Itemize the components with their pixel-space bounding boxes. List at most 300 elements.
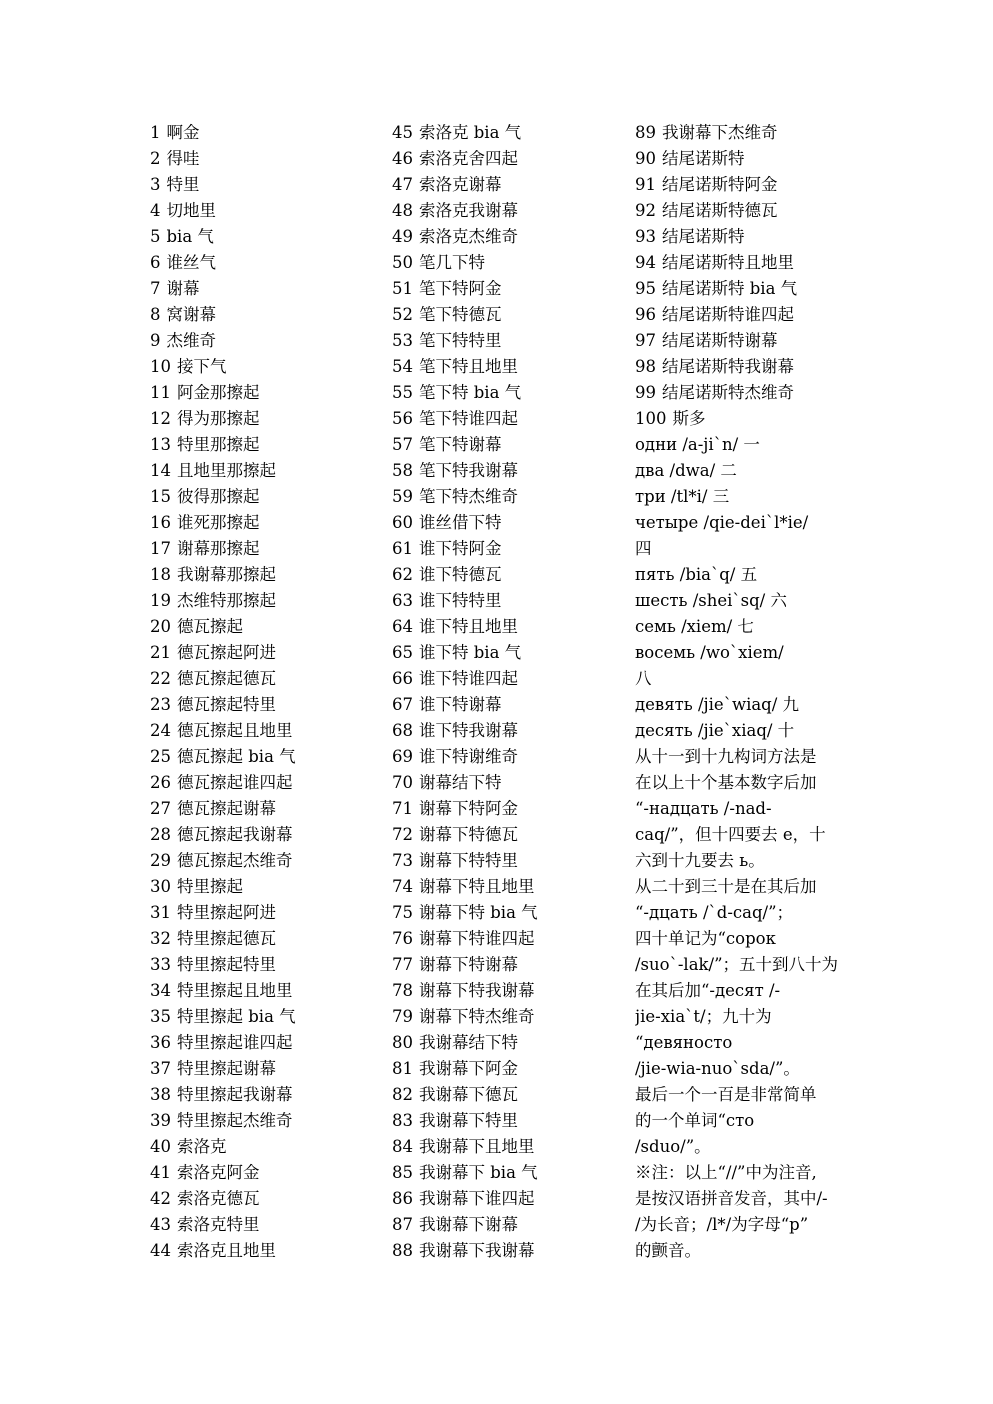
item-text: 笔几下特 (419, 253, 485, 272)
list-item (392, 952, 617, 978)
item-text: 结尾诺斯特杰维奇 (662, 383, 794, 402)
list-item (392, 458, 617, 484)
list-item (150, 874, 375, 900)
list-item (392, 1108, 617, 1134)
list-item (392, 328, 617, 354)
item-number: 23 (150, 695, 171, 714)
item-text: 笔下特谢幕 (419, 435, 502, 454)
list-item (150, 224, 375, 250)
item-number: 12 (150, 409, 171, 428)
item-number: 64 (392, 617, 413, 636)
item-text: 索洛克 bia 气 (419, 123, 522, 142)
item-text: 谢幕那擦起 (177, 539, 260, 558)
note-line: 的一个单词“сто (635, 1111, 755, 1130)
item-text: 笔下特德瓦 (419, 305, 502, 324)
item-number: 85 (392, 1163, 413, 1182)
item-number: 19 (150, 591, 171, 610)
number-list-column-1 (150, 120, 375, 1264)
item-text: 特里擦起德瓦 (177, 929, 276, 948)
item-number: 63 (392, 591, 413, 610)
list-item (635, 276, 850, 302)
note-line: восемь /wo`xiem/ (635, 643, 784, 662)
item-number: 30 (150, 877, 171, 896)
list-item (392, 770, 617, 796)
item-number: 96 (635, 305, 656, 324)
item-number: 7 (150, 279, 161, 298)
list-item (150, 328, 375, 354)
item-number: 95 (635, 279, 656, 298)
list-item (150, 536, 375, 562)
item-text: 德瓦擦起 (177, 617, 243, 636)
item-text: 谁下特德瓦 (419, 565, 502, 584)
list-item (150, 458, 375, 484)
item-text: 我谢幕下德瓦 (419, 1085, 518, 1104)
item-number: 41 (150, 1163, 171, 1182)
list-item (150, 1160, 375, 1186)
list-item (392, 198, 617, 224)
list-item (150, 926, 375, 952)
note-line: 在以上十个基本数字后加 (635, 773, 817, 792)
item-number: 67 (392, 695, 413, 714)
item-number: 21 (150, 643, 171, 662)
list-item (392, 718, 617, 744)
list-item (150, 692, 375, 718)
item-text: 笔下特特里 (419, 331, 502, 350)
item-number: 94 (635, 253, 656, 272)
item-number: 18 (150, 565, 171, 584)
list-item (392, 900, 617, 926)
list-item (392, 484, 617, 510)
item-text: 谁下特阿金 (419, 539, 502, 558)
list-item (150, 614, 375, 640)
item-text: 特里擦起且地里 (177, 981, 293, 1000)
list-item (392, 588, 617, 614)
note-line: 从二十到三十是在其后加 (635, 877, 817, 896)
item-text: 我谢幕下特里 (419, 1111, 518, 1130)
list-item (392, 822, 617, 848)
note-line: ※注：以上“//”中为注音, (635, 1163, 817, 1182)
list-item (392, 1160, 617, 1186)
list-item (635, 354, 850, 380)
item-number: 33 (150, 955, 171, 974)
item-number: 79 (392, 1007, 413, 1026)
list-item (150, 432, 375, 458)
item-number: 3 (150, 175, 161, 194)
item-text: 谁下特且地里 (419, 617, 518, 636)
item-number: 97 (635, 331, 656, 350)
item-text: 谢幕 (166, 279, 200, 298)
item-number: 60 (392, 513, 413, 532)
item-number: 76 (392, 929, 413, 948)
item-text: 谁死那擦起 (177, 513, 260, 532)
list-item (150, 380, 375, 406)
list-item (392, 1082, 617, 1108)
list-item (392, 562, 617, 588)
item-text: 谢幕结下特 (419, 773, 502, 792)
item-text: 特里那擦起 (177, 435, 260, 454)
number-list-column-2 (392, 120, 617, 1264)
item-number: 98 (635, 357, 656, 376)
item-text: 索洛克我谢幕 (419, 201, 518, 220)
item-text: 索洛克阿金 (177, 1163, 260, 1182)
item-text: 结尾诺斯特阿金 (662, 175, 778, 194)
item-text: 谢幕下特我谢幕 (419, 981, 535, 1000)
list-item (150, 1082, 375, 1108)
list-item (392, 380, 617, 406)
list-item (150, 302, 375, 328)
item-text: 我谢幕下杰维奇 (662, 123, 778, 142)
number-list-column-3 (635, 120, 850, 1264)
item-number: 89 (635, 123, 656, 142)
note-line: /为长音；/l*/为字母“p” (635, 1215, 809, 1234)
list-item (635, 302, 850, 328)
item-number: 93 (635, 227, 656, 246)
list-item (392, 536, 617, 562)
list-item (635, 406, 850, 432)
note-line: “девяносто (635, 1033, 733, 1052)
item-text: 谁下特谢幕 (419, 695, 502, 714)
item-number: 14 (150, 461, 171, 480)
note-line: 四 (635, 539, 652, 558)
list-item (150, 198, 375, 224)
item-number: 29 (150, 851, 171, 870)
list-item (392, 146, 617, 172)
item-number: 27 (150, 799, 171, 818)
list-item (150, 952, 375, 978)
list-item (392, 926, 617, 952)
item-number: 13 (150, 435, 171, 454)
list-item (392, 614, 617, 640)
note-line: 最后一个一百是非常简单 (635, 1085, 817, 1104)
note-line: пять /bia`q/ 五 (635, 565, 758, 584)
list-item (392, 1004, 617, 1030)
item-text: 特里擦起谢幕 (177, 1059, 276, 1078)
item-number: 26 (150, 773, 171, 792)
item-number: 31 (150, 903, 171, 922)
item-text: 谢幕下特阿金 (419, 799, 518, 818)
item-number: 52 (392, 305, 413, 324)
item-text: 谁下特 bia 气 (419, 643, 522, 662)
item-number: 25 (150, 747, 171, 766)
item-number: 47 (392, 175, 413, 194)
item-text: 特里擦起 (177, 877, 243, 896)
item-text: 索洛克杰维奇 (419, 227, 518, 246)
list-item (150, 1238, 375, 1264)
item-text: 啊金 (166, 123, 200, 142)
item-number: 57 (392, 435, 413, 454)
note-line: шесть /shei`sq/ 六 (635, 591, 787, 610)
item-number: 37 (150, 1059, 171, 1078)
note-line: jie-xia`t/；九十为 (635, 1007, 772, 1026)
list-item (392, 432, 617, 458)
item-text: 德瓦擦起德瓦 (177, 669, 276, 688)
item-text: 结尾诺斯特 (662, 149, 745, 168)
item-number: 15 (150, 487, 171, 506)
note-line: “-дцать /`d-caq/”； (635, 903, 794, 922)
item-number: 51 (392, 279, 413, 298)
list-item (150, 770, 375, 796)
item-text: 结尾诺斯特 (662, 227, 745, 246)
list-item (150, 1134, 375, 1160)
list-item (392, 1186, 617, 1212)
item-text: 笔下特我谢幕 (419, 461, 518, 480)
item-text: 特里擦起阿进 (177, 903, 276, 922)
item-number: 17 (150, 539, 171, 558)
item-text: 接下气 (177, 357, 227, 376)
item-text: 且地里那擦起 (177, 461, 276, 480)
list-item (392, 796, 617, 822)
list-item (150, 1030, 375, 1056)
item-text: 得为那擦起 (177, 409, 260, 428)
item-text: 结尾诺斯特德瓦 (662, 201, 778, 220)
item-text: 索洛克且地里 (177, 1241, 276, 1260)
note-line: /sduo/”。 (635, 1137, 711, 1156)
item-text: 斯多 (672, 409, 706, 428)
list-item (150, 900, 375, 926)
note-line: девять /jie`wiaq/ 九 (635, 695, 800, 714)
item-number: 87 (392, 1215, 413, 1234)
list-item (392, 692, 617, 718)
item-text: 特里 (166, 175, 200, 194)
item-text: 结尾诺斯特我谢幕 (662, 357, 794, 376)
item-text: 笔下特谁四起 (419, 409, 518, 428)
item-number: 34 (150, 981, 171, 1000)
item-number: 39 (150, 1111, 171, 1130)
list-item (150, 1108, 375, 1134)
item-number: 50 (392, 253, 413, 272)
list-item (392, 276, 617, 302)
list-item (150, 484, 375, 510)
item-number: 6 (150, 253, 161, 272)
item-number: 45 (392, 123, 413, 142)
list-item (150, 510, 375, 536)
list-item (150, 744, 375, 770)
item-text: 谢幕下特谢幕 (419, 955, 518, 974)
note-line: десять /jie`xiaq/ 十 (635, 721, 795, 740)
item-text: 谁下特特里 (419, 591, 502, 610)
item-text: 我谢幕那擦起 (177, 565, 276, 584)
item-text: 特里擦起特里 (177, 955, 276, 974)
note-line: семь /xiem/ 七 (635, 617, 754, 636)
list-item (392, 302, 617, 328)
item-text: 杰维特那擦起 (177, 591, 276, 610)
item-text: 彼得那擦起 (177, 487, 260, 506)
item-number: 73 (392, 851, 413, 870)
item-text: 我谢幕下谁四起 (419, 1189, 535, 1208)
item-number: 46 (392, 149, 413, 168)
note-line: 是按汉语拼音发音，其中/- (635, 1189, 828, 1208)
item-text: 笔下特杰维奇 (419, 487, 518, 506)
item-number: 32 (150, 929, 171, 948)
item-text: 结尾诺斯特且地里 (662, 253, 794, 272)
item-number: 92 (635, 201, 656, 220)
note-line: caq/”，但十四要去 е，十 (635, 825, 826, 844)
item-number: 83 (392, 1111, 413, 1130)
item-text: 谢幕下特杰维奇 (419, 1007, 535, 1026)
item-text: 我谢幕下我谢幕 (419, 1241, 535, 1260)
item-text: 我谢幕下且地里 (419, 1137, 535, 1156)
item-number: 49 (392, 227, 413, 246)
item-text: 谁丝借下特 (419, 513, 502, 532)
note-line: 六到十九要去 ь。 (635, 851, 765, 870)
item-number: 62 (392, 565, 413, 584)
item-number: 69 (392, 747, 413, 766)
note-line: четыре /qie-dei`l*ie/ (635, 513, 809, 532)
item-text: 阿金那擦起 (177, 383, 260, 402)
item-number: 40 (150, 1137, 171, 1156)
list-item (392, 666, 617, 692)
item-number: 68 (392, 721, 413, 740)
item-number: 99 (635, 383, 656, 402)
item-text: 我谢幕下 bia 气 (419, 1163, 538, 1182)
item-text: 索洛克德瓦 (177, 1189, 260, 1208)
item-text: 谢幕下特且地里 (419, 877, 535, 896)
list-item (150, 666, 375, 692)
note-line: 的颤音。 (635, 1241, 701, 1260)
list-item (635, 328, 850, 354)
item-number: 80 (392, 1033, 413, 1052)
list-item (392, 1134, 617, 1160)
list-item (150, 718, 375, 744)
item-text: 德瓦擦起我谢幕 (177, 825, 293, 844)
item-text: 切地里 (166, 201, 216, 220)
item-text: 索洛克 (177, 1137, 227, 1156)
item-number: 42 (150, 1189, 171, 1208)
list-item (635, 146, 850, 172)
list-item (392, 978, 617, 1004)
item-number: 20 (150, 617, 171, 636)
list-item (392, 406, 617, 432)
note-line: “-надцать /-nad- (635, 799, 772, 818)
list-item (392, 874, 617, 900)
list-item (392, 640, 617, 666)
item-text: 索洛克特里 (177, 1215, 260, 1234)
note-line: три /tl*i/ 三 (635, 487, 730, 506)
item-text: 德瓦擦起特里 (177, 695, 276, 714)
list-item (392, 848, 617, 874)
item-number: 56 (392, 409, 413, 428)
list-item (635, 224, 850, 250)
item-text: 结尾诺斯特 bia 气 (662, 279, 798, 298)
item-text: 谢幕下特 bia 气 (419, 903, 538, 922)
item-number: 38 (150, 1085, 171, 1104)
item-number: 58 (392, 461, 413, 480)
list-item (392, 224, 617, 250)
list-item (150, 978, 375, 1004)
item-number: 4 (150, 201, 161, 220)
list-item (392, 744, 617, 770)
item-text: 谢幕下特德瓦 (419, 825, 518, 844)
item-number: 66 (392, 669, 413, 688)
item-number: 65 (392, 643, 413, 662)
item-text: 谢幕下特特里 (419, 851, 518, 870)
note-line: два /dwa/ 二 (635, 461, 737, 480)
list-item (392, 1212, 617, 1238)
list-item (150, 250, 375, 276)
list-item (150, 354, 375, 380)
list-item (150, 848, 375, 874)
item-number: 8 (150, 305, 161, 324)
item-text: 我谢幕下阿金 (419, 1059, 518, 1078)
item-number: 43 (150, 1215, 171, 1234)
item-text: 谁丝气 (166, 253, 216, 272)
item-number: 61 (392, 539, 413, 558)
item-text: 窝谢幕 (166, 305, 216, 324)
item-text: 德瓦擦起阿进 (177, 643, 276, 662)
list-item (392, 172, 617, 198)
item-number: 78 (392, 981, 413, 1000)
item-number: 5 (150, 227, 161, 246)
item-number: 44 (150, 1241, 171, 1260)
item-number: 71 (392, 799, 413, 818)
note-line: /jie-wia-nuo`sda/”。 (635, 1059, 800, 1078)
item-number: 84 (392, 1137, 413, 1156)
item-number: 75 (392, 903, 413, 922)
item-number: 86 (392, 1189, 413, 1208)
list-item (150, 822, 375, 848)
item-number: 100 (635, 409, 667, 428)
item-text: 特里擦起杰维奇 (177, 1111, 293, 1130)
item-number: 81 (392, 1059, 413, 1078)
item-number: 90 (635, 149, 656, 168)
note-line: 八 (635, 669, 652, 688)
item-text: 谁下特谢维奇 (419, 747, 518, 766)
item-number: 22 (150, 669, 171, 688)
list-item (635, 250, 850, 276)
item-text: 笔下特且地里 (419, 357, 518, 376)
item-text: 结尾诺斯特谢幕 (662, 331, 778, 350)
list-item (150, 276, 375, 302)
list-item (150, 1212, 375, 1238)
item-number: 10 (150, 357, 171, 376)
item-text: 杰维奇 (166, 331, 216, 350)
item-text: 谢幕下特谁四起 (419, 929, 535, 948)
item-number: 35 (150, 1007, 171, 1026)
item-number: 55 (392, 383, 413, 402)
list-item (392, 510, 617, 536)
item-number: 82 (392, 1085, 413, 1104)
list-item (392, 120, 617, 146)
item-number: 48 (392, 201, 413, 220)
item-text: 结尾诺斯特谁四起 (662, 305, 794, 324)
list-item (635, 380, 850, 406)
list-item (392, 1238, 617, 1264)
list-item (150, 406, 375, 432)
list-item (150, 640, 375, 666)
list-item (150, 146, 375, 172)
item-text: 谁下特我谢幕 (419, 721, 518, 740)
list-item (150, 172, 375, 198)
item-number: 2 (150, 149, 161, 168)
note-line: 四十单记为“сорок (635, 929, 776, 948)
item-text: 笔下特阿金 (419, 279, 502, 298)
item-text: 特里擦起我谢幕 (177, 1085, 293, 1104)
item-text: 德瓦擦起谢幕 (177, 799, 276, 818)
list-item (392, 1030, 617, 1056)
item-number: 1 (150, 123, 161, 142)
item-number: 54 (392, 357, 413, 376)
item-number: 74 (392, 877, 413, 896)
list-item (635, 120, 850, 146)
item-number: 11 (150, 383, 171, 402)
item-number: 88 (392, 1241, 413, 1260)
note-line: 在其后加“-десят /- (635, 981, 781, 1000)
item-text: 特里擦起谁四起 (177, 1033, 293, 1052)
item-text: 谁下特谁四起 (419, 669, 518, 688)
item-number: 24 (150, 721, 171, 740)
list-item (150, 796, 375, 822)
list-item (150, 1186, 375, 1212)
